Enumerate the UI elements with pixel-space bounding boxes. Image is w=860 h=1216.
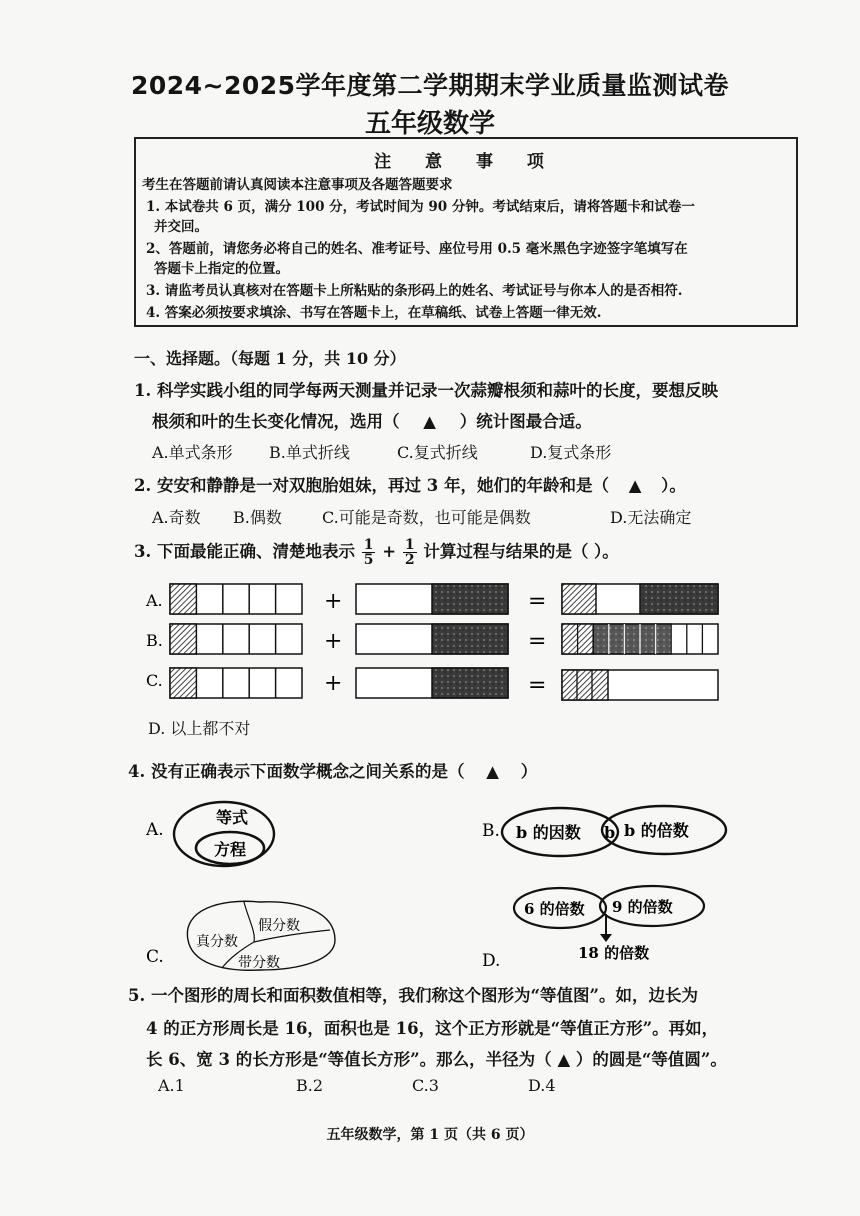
bar-fifths [170, 668, 302, 698]
venn-b [502, 806, 726, 856]
label-b-multiples: b 的倍数 [624, 821, 689, 840]
q2-option-a: A.奇数 [152, 508, 201, 527]
q4-concept-diagrams [130, 790, 750, 980]
q2-stem-text: ）。 [661, 476, 686, 495]
venn-a [174, 802, 274, 866]
bar-result [562, 584, 718, 614]
label-b-factors: b 的因数 [516, 823, 581, 842]
q1-option-d: D.复式条形 [530, 443, 612, 462]
q3-row-label: A. [146, 591, 163, 610]
section-title: 一、选择题。（每题 1 分，共 10 分） [134, 349, 406, 368]
q5-option-a: A.1 [158, 1076, 185, 1095]
plus-sign: + [324, 629, 343, 654]
fraction-denominator: 5 [363, 552, 374, 568]
bar-fifths [170, 584, 302, 614]
label-equation-outer: 等式 [216, 808, 249, 827]
label-multiples-of-9: 9 的倍数 [612, 898, 673, 916]
q1-stem-text: ）统计图最合适。 [459, 412, 592, 431]
plus-sign: + [324, 589, 343, 614]
label-multiples-of-18: 18 的倍数 [578, 944, 650, 962]
exam-title: 2024~2025学年度第二学期期末学业质量监测试卷 [130, 71, 730, 100]
q2-stem [134, 472, 686, 496]
label-b: b [604, 823, 616, 842]
q3-fraction-diagrams [140, 578, 740, 712]
answer-triangle-icon: ▲ [423, 412, 436, 431]
fraction-one-half [403, 538, 417, 567]
arrow-down-icon [600, 934, 612, 942]
q5-stem-line2: 4 的正方形周长是 16，面积也是 16，这个正方形就是“等值正方形”。再如， [146, 1019, 719, 1038]
q2-stem-text: 2. 安安和静静是一对双胞胎姐妹，再过 3 年，她们的年龄和是（ [134, 476, 609, 495]
q5-option-b: B.2 [296, 1076, 324, 1095]
bar-halves [356, 584, 508, 614]
q2-option-d: D.无法确定 [610, 508, 692, 527]
equals-sign: = [528, 589, 547, 614]
label-improper-fraction: 假分数 [258, 918, 300, 934]
bar-fifths [170, 624, 302, 654]
notice-line: 1. 本试卷共 6 页，满分 100 分，考试时间为 90 分钟。考试结束后，请将答题卡和试卷一 [146, 199, 695, 215]
bar-halves [356, 624, 508, 654]
q1-stem-text: 根须和叶的生长变化情况，选用（ [152, 412, 400, 431]
q4-option-d-label: D. [482, 951, 501, 971]
q1-stem-line2 [152, 408, 592, 432]
q4-option-c-label: C. [146, 947, 164, 967]
q5-stem-text: ）的圆是“等值圆”。 [575, 1050, 727, 1069]
answer-triangle-icon: ▲ [628, 476, 642, 495]
notice-line: 4. 答案必须按要求填涂、书写在答题卡上，在草稿纸、试卷上答题一律无效. [146, 305, 602, 321]
bar-result-tenths [562, 624, 718, 654]
notice-line: 2、答题前，请您务必将自己的姓名、准考证号、座位号用 0.5 毫米黑色字迹签字笔填写在 [146, 241, 688, 257]
q4-option-a-label: A. [146, 820, 164, 840]
notice-intro: 考生在答题前请认真阅读本注意事项及各题答题要求 [142, 177, 453, 193]
q2-option-b: B.偶数 [233, 508, 282, 527]
exam-subtitle: 五年级数学 [364, 109, 495, 139]
q5-stem-line3 [146, 1046, 727, 1070]
label-mixed-number: 带分数 [238, 955, 280, 971]
bar-result-wrong [562, 670, 718, 700]
notice-heading: 注 意 事 项 [374, 152, 558, 172]
q3-option-d: D. 以上都不对 [148, 719, 251, 738]
q5-stem-text: 长 6、宽 3 的长方形是“等值长方形”。那么，半径为（ [146, 1050, 552, 1069]
q1-stem-line1: 1. 科学实践小组的同学每两天测量并记录一次蒜瓣根须和蒜叶的长度，要想反映 [134, 381, 718, 400]
fraction-denominator: 2 [404, 552, 415, 568]
plus-sign: + [324, 671, 343, 696]
fraction-numerator: 1 [404, 537, 415, 553]
q5-option-d: D.4 [528, 1076, 556, 1095]
q1-option-a: A.单式条形 [152, 443, 233, 462]
venn-c [187, 901, 335, 971]
fraction-one-fifth [362, 538, 376, 567]
notice-line: 3. 请监考员认真核对在答题卡上所粘贴的条形码上的姓名、考试证号与你本人的是否相符. [146, 283, 683, 299]
equals-sign: = [528, 629, 547, 654]
answer-triangle-icon: ▲ [486, 762, 499, 781]
label-equation-inner: 方程 [214, 840, 247, 859]
notice-line: 答题卡上指定的位置。 [154, 261, 289, 277]
q5-stem-line1: 5. 一个图形的周长和面积数值相等，我们称这个图形为“等值图”。如，边长为 [128, 986, 698, 1005]
q5-option-c: C.3 [412, 1076, 439, 1095]
q4-option-b-label: B. [482, 821, 500, 841]
q1-option-c: C.复式折线 [397, 443, 478, 462]
q2-option-c: C.可能是奇数，也可能是偶数 [322, 508, 531, 527]
q3-stem-text: 3. 下面最能正确、清楚地表示 [134, 542, 355, 561]
fraction-numerator: 1 [363, 537, 374, 553]
q4-stem [128, 758, 537, 782]
page-footer: 五年级数学，第 1 页（共 6 页） [326, 1127, 534, 1143]
notice-line: 并交回。 [154, 219, 208, 235]
q4-stem-text: 4. 没有正确表示下面数学概念之间关系的是（ [128, 762, 465, 781]
q3-row-label: C. [146, 671, 163, 690]
label-proper-fraction: 真分数 [196, 934, 238, 950]
notice-box [134, 137, 798, 327]
q3-row-label: B. [146, 631, 163, 650]
equals-sign: = [528, 673, 547, 698]
q1-option-b: B.单式折线 [269, 443, 350, 462]
plus-sign: + [382, 542, 397, 561]
answer-triangle-icon: ▲ [557, 1050, 571, 1069]
bar-halves [356, 668, 508, 698]
q3-stem-text: 计算过程与结果的是（ ）。 [423, 542, 619, 561]
q4-stem-text: ） [520, 762, 538, 781]
label-multiples-of-6: 6 的倍数 [524, 900, 585, 918]
q3-stem [134, 538, 619, 567]
venn-d [514, 886, 704, 962]
